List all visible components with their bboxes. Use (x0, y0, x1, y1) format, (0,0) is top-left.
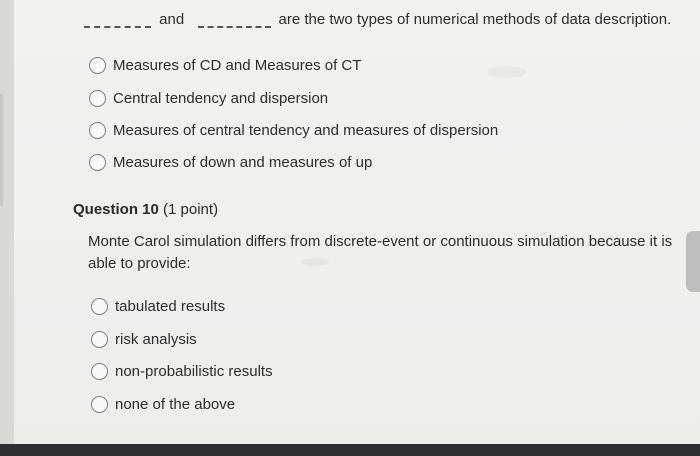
left-window-edge (0, 0, 14, 455)
first-blank (84, 14, 151, 28)
second-blank (198, 14, 271, 28)
radio-button[interactable] (91, 363, 108, 380)
question-9-prompt (84, 11, 696, 35)
question-9-option-4[interactable] (89, 150, 372, 174)
option-label: Central tendency and dispersion (113, 89, 329, 107)
option-label: risk analysis (115, 330, 197, 348)
background-smudge (487, 66, 527, 78)
option-label: Measures of down and measures of up (113, 153, 373, 171)
question-9-option-1[interactable] (89, 53, 361, 77)
option-label: non-probabilistic results (115, 362, 273, 380)
question-number: Question 10 (73, 201, 159, 218)
left-edge-line (0, 94, 3, 206)
question-10-text: Monte Carol simulation differs from discrete-event or continuous simulation because it is able to provide: (88, 233, 673, 272)
radio-button[interactable] (91, 298, 108, 315)
option-label: none of the above (115, 395, 236, 413)
radio-button[interactable] (89, 57, 106, 74)
question-9-option-3[interactable] (89, 118, 498, 142)
bottom-window-bar (0, 444, 700, 456)
question-10-option-1[interactable] (91, 294, 225, 318)
scrollbar-thumb[interactable] (686, 231, 700, 292)
option-label: tabulated results (115, 297, 226, 315)
question-10-option-3[interactable] (91, 359, 273, 383)
question-10-title (73, 201, 218, 218)
and-word: and (159, 11, 185, 28)
question-10-option-4[interactable] (91, 392, 235, 416)
option-label: Measures of CD and Measures of CT (113, 56, 362, 74)
radio-button[interactable] (89, 90, 106, 107)
radio-button[interactable] (89, 122, 106, 139)
question-9-trailing-text: are the two types of numerical methods of data description. (278, 11, 672, 28)
radio-button[interactable] (91, 396, 108, 413)
question-10-option-2[interactable] (91, 327, 197, 351)
question-9-option-2[interactable] (89, 86, 328, 110)
question-points: (1 point) (163, 201, 219, 218)
radio-button[interactable] (91, 331, 108, 348)
option-label: Measures of central tendency and measures of dispersion (113, 121, 499, 139)
radio-button[interactable] (89, 154, 106, 171)
